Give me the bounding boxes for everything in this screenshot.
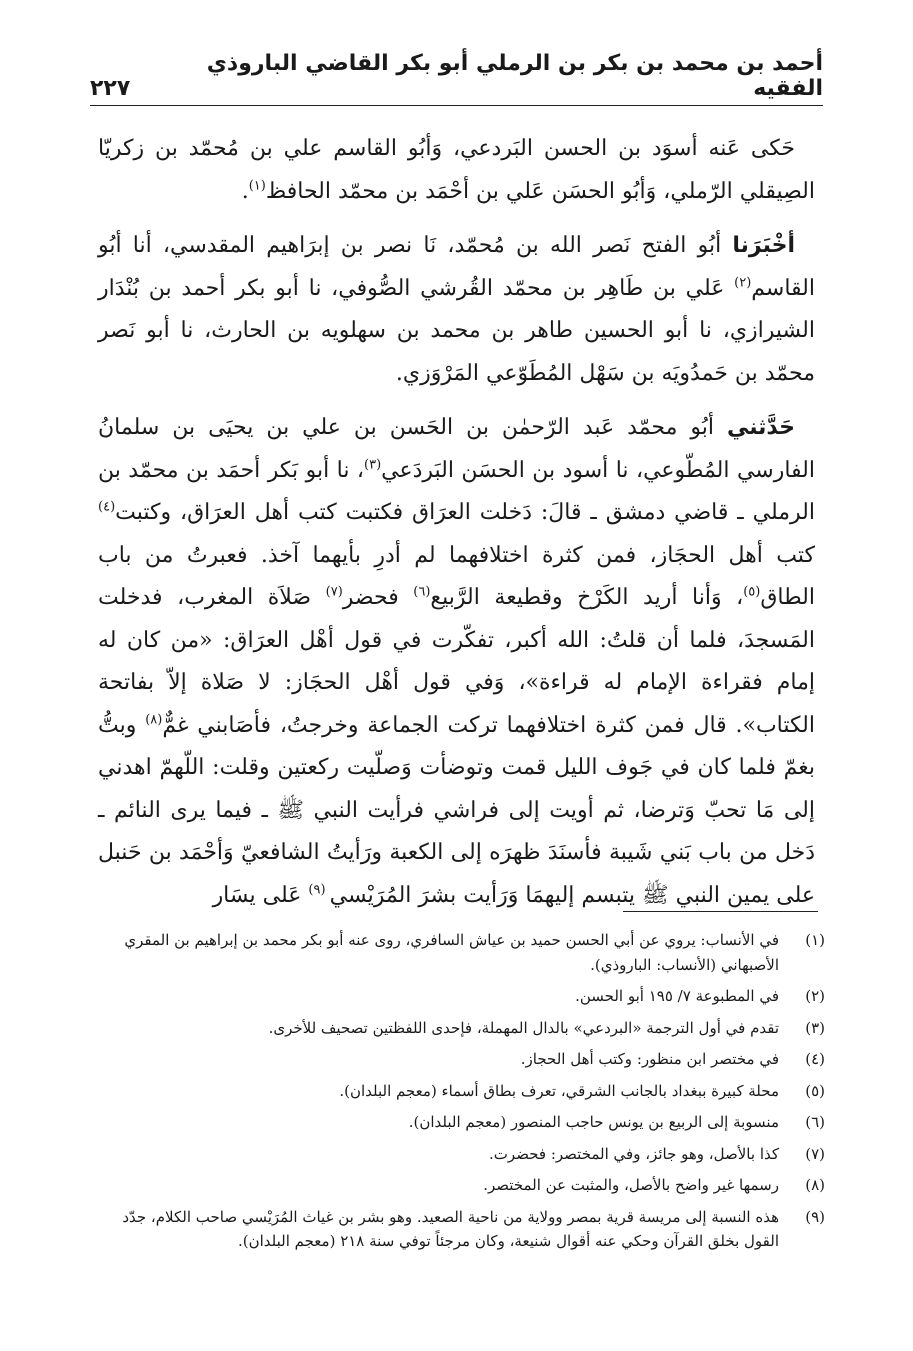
paragraph — [98, 225, 815, 395]
footnote-text: محلة كبيرة ببغداد بالجانب الشرقي، تعرف بطاق أسماء (معجم البلدان). — [339, 1081, 779, 1100]
footnote-number: (٦) — [805, 1113, 825, 1131]
footnote-text: تقدم في أول الترجمة «البردعي» بالدال المهملة، فإحدى اللفظتين تصحيف للأخرى. — [268, 1018, 779, 1037]
footnote-text: هذه النسبة إلى مريسة قرية بمصر وولاية من ناحية الصعيد. وهو بشر بن غياث المُرَيْسي صاحب الكلام، جدّد القول بخلق القرآن وحكي عنه أقوال شنيعة، وكان مرجئاً توفي سنة ٢١٨ (معجم البلدان). — [122, 1207, 779, 1250]
footnote — [96, 1079, 825, 1104]
paragraph — [98, 407, 815, 917]
footnote-number: (٩) — [805, 1207, 825, 1226]
footnote-number: (٢) — [805, 987, 825, 1005]
text-segment: عَلى يسَار — [212, 882, 309, 908]
text-segment: أبُو الفتح نَصر الله بن مُحمّد، نَا نصر بن إبرَاهيم المقدسي، أنا أبُو القاسم — [98, 233, 815, 301]
page-header — [90, 51, 823, 106]
footnote-marker: (٩) — [308, 882, 330, 898]
text-segment: ، وَأنا أريد الكَرْخ وقطيعة الرَّبيع — [430, 585, 744, 610]
footnote-marker: (١) — [248, 178, 266, 194]
paragraph — [98, 128, 815, 213]
text-segment: وبتُّ بغمّ فلما كان في جَوف الليل قمت وتوضأت وَصلّيت ركعتين وقلت: اللّهمّ اهدني إلى مَا تحبّ وَترضا، ثم أويت إلى فراشي فرأيت النبي ﷺ ـ فيما يرى النائم ـ دَخل من باب بَني شَيبة فأسنَدَ ظهرَه إلى الكعبة ورَأيتُ الشافعيّ وَأحْمَد بن حَنبل على يمين النبي ﷺ يتبسم إليهمَا وَرَأيت بشرَ المُرَيْسي — [98, 712, 815, 908]
footnote-number: (٥) — [805, 1081, 825, 1100]
footnote — [96, 1110, 825, 1135]
footnote — [96, 1173, 825, 1198]
text-segment: حَكى عَنه أسوَد بن الحسن البَردعي، وَأبُو القاسم علي بن مُحمّد بن زكريّا الصِيقلي الرّملي، وَأبُو الحسَن عَلي بن أحْمَد بن محمّد الحافظ — [98, 136, 815, 204]
footnote-number: (٧) — [805, 1144, 825, 1163]
footnote-text: في مختصر ابن منظور: وكتب أهل الحجاز. — [520, 1050, 779, 1068]
footnote-number: (٣) — [805, 1018, 825, 1037]
text-segment: صَلاَة المغرب، فدخلت المَسجدَ، فلما أن قلتُ: الله أكبر، تفكّرت في قول أهْل العرَاق: «من كان له إمام فقراءة الإمام له قراءة»، وَفي قول أهْل الحجَاز: لا صَلاة إلاّ بفاتحة الكتاب». قال فمن كثرة اختلافهما تركت الجماعة وخرجتُ، فأصَابني غمٌّ — [98, 585, 815, 738]
text-segment: عَلي بن طَاهِر بن محمّد القُرشي الصُّوفي، نا أبو بكر أحمد بن بُنْدَار الشيرازي، نا أبو الحسين طاهر بن محمد بن سهلويه بن الحارث، نا أبو نَصر محمّد بن حَمدُويَه بن سَهْل المُطَوّعي المَرْوَزي. — [98, 275, 815, 386]
footnote — [96, 1205, 825, 1254]
text-segment: كتب أهل الحجَاز، فمن كثرة اختلافهما لم أدرِ بأيهما آخذ. فعبرتُ من باب الطاق — [98, 542, 815, 610]
footnote — [96, 928, 825, 977]
footnote — [96, 1016, 825, 1041]
text-segment: . — [241, 178, 249, 204]
footnote-number: (٨) — [805, 1176, 825, 1194]
running-title: أحمد بن محمد بن بكر بن الرملي أبو بكر القاضي الباروذي الفقيه — [206, 51, 823, 101]
footnote-marker: (٦) — [413, 584, 431, 600]
footnote-number: (٤) — [805, 1050, 825, 1068]
footnote-text: كذا بالأصل، وهو جائز، وفي المختصر: فحضرت. — [489, 1144, 779, 1163]
footnote-number: (١) — [805, 931, 825, 949]
paragraph-lead-word: حَدَّثني — [726, 415, 795, 440]
footnote-marker: (٣) — [364, 457, 382, 473]
footnote-marker: (٧) — [325, 584, 343, 600]
footnote-marker: (٨) — [145, 712, 163, 728]
main-text — [98, 128, 815, 929]
footnote-marker: (٤) — [98, 499, 116, 515]
footnote — [96, 1142, 825, 1167]
footnote-marker: (٢) — [734, 275, 752, 291]
paragraph-lead-word: أخْبَرَنا — [732, 233, 795, 258]
footnote-text: في المطبوعة ٧/ ١٩٥ أبو الحسن. — [575, 987, 779, 1005]
footnote-marker: (٥) — [743, 584, 761, 600]
footnote — [96, 1047, 825, 1072]
footnote — [96, 984, 825, 1009]
text-segment: أبُو محمّد عَبد الرّحمٰن بن الحَسن بن علي بن يحيَى بن سلمانُ الفارسي المُطّوعي، نا أسود بن الحسَن البَردَعي — [98, 415, 815, 483]
footnotes — [96, 928, 825, 1261]
text-segment: فحضر — [342, 585, 414, 610]
footnote-divider — [623, 911, 818, 912]
footnote-text: رسمها غير واضح بالأصل، والمثبت عن المختصر. — [483, 1176, 779, 1194]
text-segment: ، نا أبو بَكر أحمَد بن محمّد بن الرملي ـ قاضي دمشق ـ قالَ: دَخلت العرَاق فكتبت كتب أهل العرَاق، وكتبت — [98, 457, 815, 525]
footnote-text: في الأنساب: يروي عن أبي الحسن حميد بن عياش السافري، روى عنه أبو بكر محمد بن إبراهيم بن المقري الأصبهاني (الأنساب: الباروذي). — [124, 931, 779, 974]
page-number: ٢٢٧ — [90, 76, 131, 101]
footnote-text: منسوبة إلى الربيع بن يونس حاجب المنصور (معجم البلدان). — [408, 1113, 779, 1131]
